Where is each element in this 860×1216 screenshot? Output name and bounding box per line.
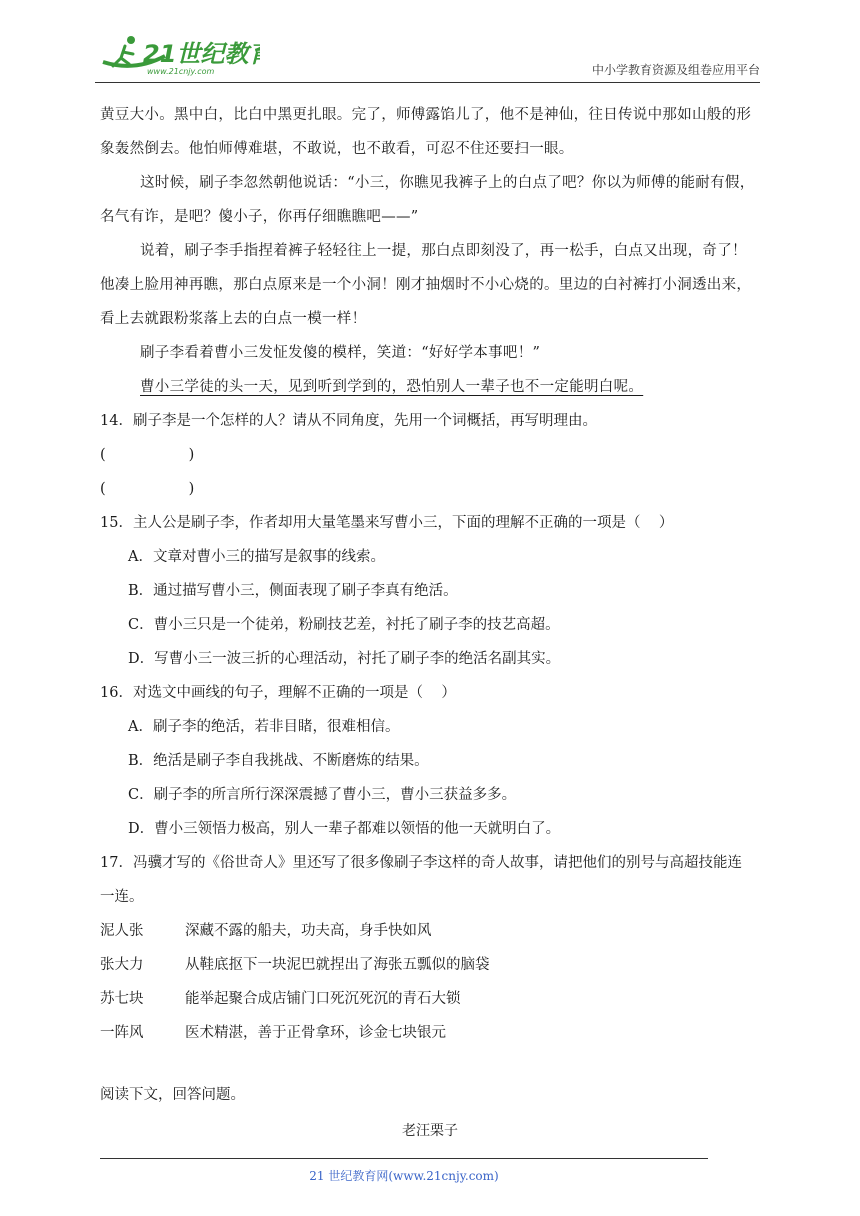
svg-text:www.21cnjy.com: www.21cnjy.com [147, 67, 215, 76]
article-title: 老汪栗子 [402, 1123, 458, 1139]
match-row [100, 955, 760, 975]
match-row [100, 989, 760, 1009]
reading-instruction: 阅读下文，回答问题。 [100, 1087, 245, 1103]
option-a: A．刷子李的绝活，若非目睹，很难相信。 [128, 719, 400, 735]
match-skill: 从鞋底抠下一块泥巴就捏出了海张五瓢似的脑袋 [185, 957, 490, 973]
match-row [100, 1023, 760, 1043]
passage-line: 他凑上脸用神再瞧，那白点原来是一个小洞！刚才抽烟时不小心烧的。里边的白衬裤打小洞透出来， [100, 277, 752, 293]
match-name: 泥人张 [100, 923, 144, 939]
passage-line: 名气有诈，是吧？傻小子，你再仔细瞧瞧吧——” [100, 209, 419, 225]
match-name: 张大力 [100, 957, 144, 973]
option-a: A．文章对曹小三的描写是叙事的线索。 [128, 549, 385, 565]
question-17-stem-cont: 一连。 [100, 889, 144, 905]
svg-text:21世纪教育: 21世纪教育 [143, 40, 260, 68]
option-d: D．曹小三领悟力极高，别人一辈子都难以领悟的他一天就明白了。 [128, 821, 561, 837]
passage-line: 黄豆大小。黑中白，比白中黑更扎眼。完了，师傅露馅儿了，他不是神仙，往日传说中那如山般的形 [100, 107, 752, 123]
underlined-sentence: 曹小三学徒的头一天，见到听到学到的，恐怕别人一辈子也不一定能明白呢。 [140, 379, 644, 395]
match-name: 一阵风 [100, 1025, 144, 1041]
site-logo [95, 32, 260, 78]
question-15-stem: 15．主人公是刷子李，作者却用大量笔墨来写曹小三，下面的理解不正确的一项是（ ） [100, 515, 674, 531]
passage-line: 刷子李看着曹小三发怔发傻的模样，笑道：“好好学本事吧！” [140, 345, 541, 361]
passage-line: 这时候，刷子李忽然朝他说话：“小三，你瞧见我裤子上的白点了吧？你以为师傅的能耐有假， [140, 175, 755, 191]
option-b: B．通过描写曹小三，侧面表现了刷子李真有绝活。 [128, 583, 458, 599]
option-c: C．曹小三只是一个徒弟，粉刷技艺差，衬托了刷子李的技艺高超。 [128, 617, 560, 633]
match-skill: 深藏不露的船夫，功夫高，身手快如风 [185, 923, 432, 939]
option-c: C．刷子李的所言所行深深震撼了曹小三，曹小三获益多多。 [128, 787, 517, 803]
passage-line: 看上去就跟粉浆落上去的白点一模一样！ [100, 311, 367, 327]
page-footer [100, 1158, 708, 1183]
match-skill: 能举起聚合成店铺门口死沉死沉的青石大锁 [185, 991, 461, 1007]
logo-graphic [95, 32, 260, 78]
footer-link[interactable]: 21 世纪教育网(www.21cnjy.com) [309, 1169, 499, 1183]
option-d: D．写曹小三一波三折的心理活动，衬托了刷子李的绝活名副其实。 [128, 651, 561, 667]
question-16-stem: 16．对选文中画线的句子，理解不正确的一项是（ ） [100, 685, 456, 701]
answer-blank: ( ) [100, 447, 195, 463]
question-17-stem: 17．冯骥才写的《俗世奇人》里还写了很多像刷子李这样的奇人故事，请把他们的别号与高超技能连 [100, 855, 742, 871]
match-row [100, 921, 760, 941]
answer-blank: ( ) [100, 481, 195, 497]
passage-line: 说着，刷子李手指捏着裤子轻轻往上一提，那白点即刻没了，再一松手，白点又出现，奇了！ [140, 243, 747, 259]
question-14-stem: 14．刷子李是一个怎样的人？请从不同角度，先用一个词概括，再写明理由。 [100, 413, 597, 429]
match-name: 苏七块 [100, 991, 144, 1007]
option-b: B．绝活是刷子李自我挑战、不断磨炼的结果。 [128, 753, 429, 769]
passage-line: 象轰然倒去。他怕师傅难堪，不敢说，也不敢看，可忍不住还要扫一眼。 [100, 141, 574, 157]
platform-name: 中小学教育资源及组卷应用平台 [591, 63, 760, 77]
page-header [95, 30, 760, 83]
match-skill: 医术精湛，善于正骨拿环，诊金七块银元 [185, 1025, 446, 1041]
